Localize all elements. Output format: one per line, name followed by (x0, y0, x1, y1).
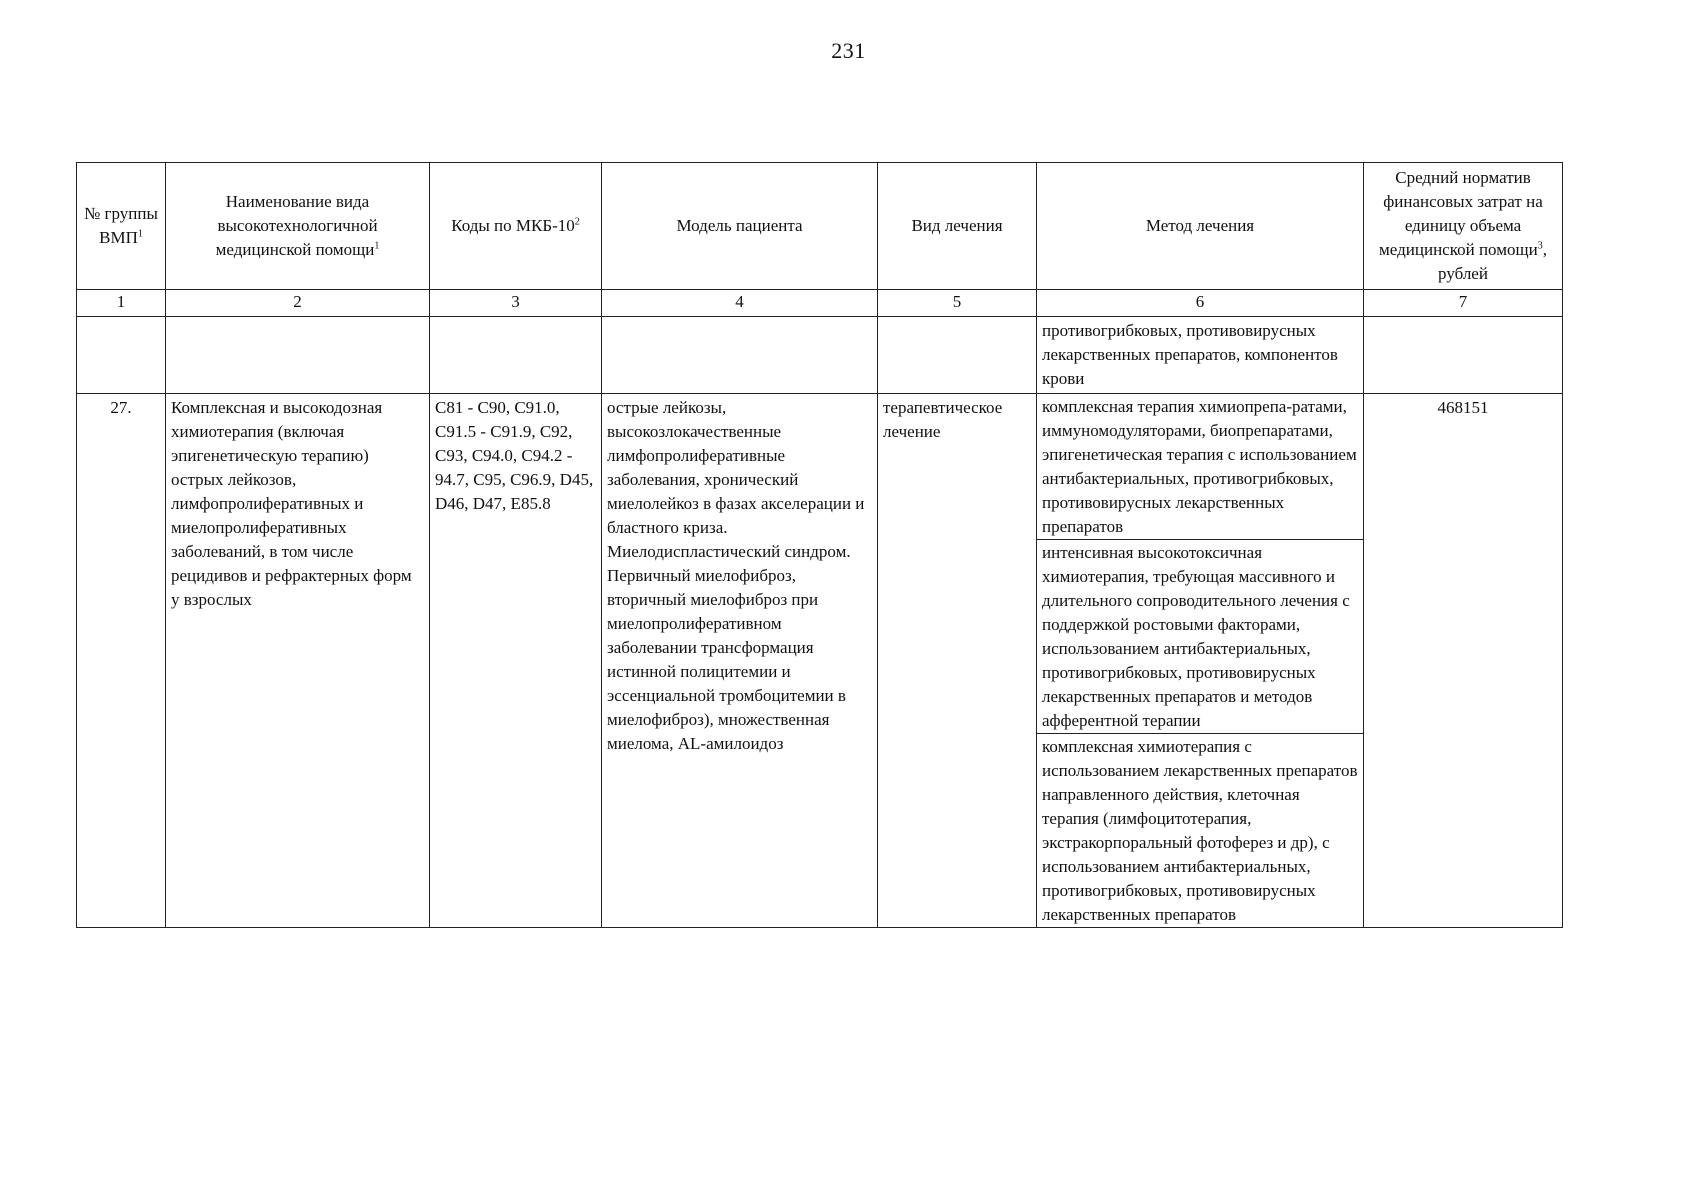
header-patient-model: Модель пациента (602, 163, 878, 290)
treatment-method-item: комплексная терапия химиопрепа-ратами, иммуномодуляторами, биопрепаратами, эпигенетическая терапия с использованием антибактериальных, противогрибковых, противовирусных лекарственных препаратов (1037, 394, 1363, 540)
treatment-method-item: комплексная химиотерапия с использованием лекарственных препаратов направленного действия, клеточная терапия (лимфоцитотерапия, экстракорпоральный фотоферез и др), с использованием антибактериальных, противогрибковых, противовирусных лекарственных препаратов (1042, 737, 1358, 924)
continuation-row (77, 317, 1563, 394)
patient-model: острые лейкозы, высокозлокачественные лимфопролиферативные заболевания, хронический миелолейкоз в фазах акселерации и бластного криза. Миелодиспластический синдром. Первичный миелофиброз, вторичный миелофиброз при миелопролиферативном заболевании трансформация истинной полицитемии и эссенциальной тромбоцитемии в миелофиброз), множественная миелома, AL-амилоидоз (602, 394, 878, 928)
column-number: 1 (77, 290, 166, 317)
header-treatment-type: Вид лечения (878, 163, 1037, 290)
column-number: 7 (1364, 290, 1563, 317)
empty-cell (77, 317, 166, 394)
table-row-27 (77, 394, 1563, 928)
header-cost-standard: Средний норматив финансовых затрат на единицу объема медицинской помощи$^3$, рублей (1364, 163, 1563, 290)
column-number: 4 (602, 290, 878, 317)
page-number: 231 (831, 38, 866, 63)
empty-cell (166, 317, 430, 394)
treatment-method-item: интенсивная высокотоксичная химиотерапия, требующая массивного и длительного сопроводительного лечения с поддержкой ростовыми факторами, использованием антибактериальных, противогрибковых, противовирусных лекарственных препаратов и методов афферентной терапии (1037, 540, 1363, 734)
care-type-name: Комплексная и высокодозная химиотерапия (включая эпигенетическую терапию) острых лейкозов, лимфопролиферативных и миелопролиферативных заболеваний, в том числе рецидивов и рефрактерных форм у взрослых (166, 394, 430, 928)
empty-cell (430, 317, 602, 394)
header-icd-codes: Коды по МКБ-$10^2$ (430, 163, 602, 290)
icd-codes: C81 - C90, C91.0, C91.5 - C91.9, C92, C93, C94.0, C94.2 - 94.7, C95, C96.9, D45, D46, D47, E85.8 (430, 394, 602, 928)
header-row (77, 163, 1563, 290)
group-number: 27. (77, 394, 166, 928)
empty-cell (878, 317, 1037, 394)
vmp-table (76, 162, 1563, 928)
header-group-number: № группы ВМП$^1$ (77, 163, 166, 290)
column-number: 6 (1037, 290, 1364, 317)
column-number-row (77, 290, 1563, 317)
empty-cell (602, 317, 878, 394)
column-number: 3 (430, 290, 602, 317)
header-care-type-name: Наименование вида высокотехнологичной медицинской помощи$^1$ (166, 163, 430, 290)
column-number: 2 (166, 290, 430, 317)
empty-cell (1364, 317, 1563, 394)
continuation-method: противогрибковых, противовирусных лекарственных препаратов, компонентов крови (1037, 317, 1364, 394)
treatment-type: терапевтическое лечение (878, 394, 1037, 928)
cost-standard: 468151 (1364, 394, 1563, 928)
column-number: 5 (878, 290, 1037, 317)
header-treatment-method: Метод лечения (1037, 163, 1364, 290)
treatment-methods (1037, 394, 1364, 928)
